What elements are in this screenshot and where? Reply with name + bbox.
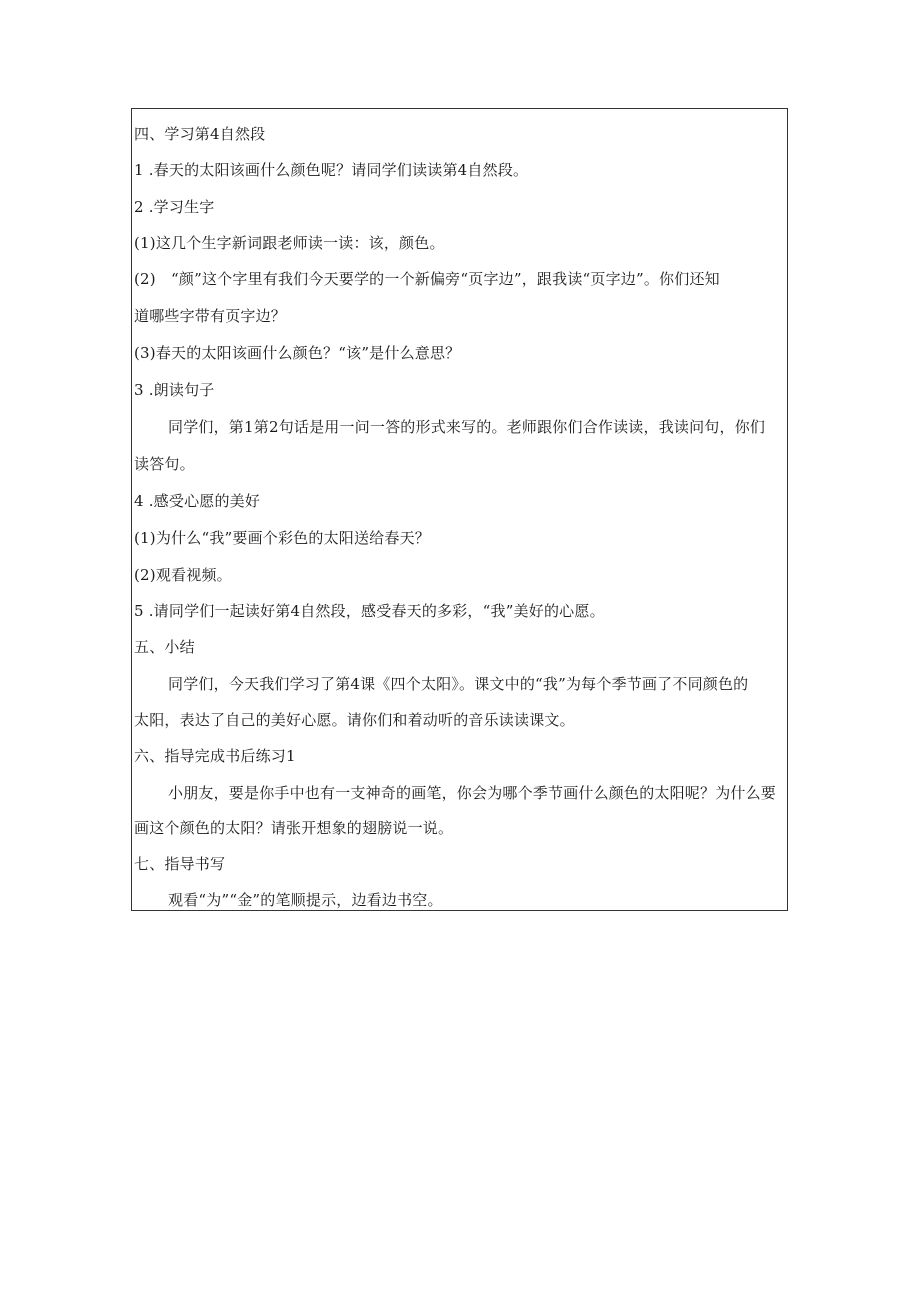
section-heading-6: 六、指导完成书后练习1	[134, 747, 296, 765]
section-heading-5: 五、小结	[134, 638, 195, 656]
section-heading-4: 四、学习第4自然段	[134, 125, 266, 143]
paragraph-line: 3 .朗读句子	[134, 381, 215, 399]
paragraph-line: (1)这几个生字新词跟老师读一读：该，颜色。	[134, 234, 445, 252]
section-heading-7: 七、指导书写	[134, 855, 226, 873]
paragraph-line: 画这个颜色的太阳？请张开想象的翅膀说一说。	[134, 819, 454, 837]
paragraph-line: 同学们，第1第2句话是用一问一答的形式来写的。老师跟你们合作读读，我读问句，你们	[168, 418, 766, 436]
paragraph-line: 2 .学习生字	[134, 198, 215, 216]
paragraph-line: (1)为什么“我”要画个彩色的太阳送给春天？	[134, 529, 430, 547]
paragraph-line: 道哪些字带有页字边？	[134, 307, 287, 325]
paragraph-line: 同学们，今天我们学习了第4课《四个太阳》。课文中的“我”为每个季节画了不同颜色的	[168, 675, 749, 693]
paragraph-line: 观看“为”“金”的笔顺提示，边看边书空。	[168, 891, 443, 909]
paragraph-line: 1 .春天的太阳该画什么颜色呢？请同学们读读第4自然段。	[134, 161, 529, 179]
paragraph-line: 太阳，表达了自己的美好心愿。请你们和着动听的音乐读读课文。	[134, 711, 575, 729]
paragraph-line: 读答句。	[134, 455, 195, 473]
paragraph-line: 5 .请同学们一起读好第4自然段，感受春天的多彩，“我”美好的心愿。	[134, 602, 605, 620]
paragraph-line: (3)春天的太阳该画什么颜色？“该”是什么意思？	[134, 344, 461, 362]
paragraph-line: (2) “颜”这个字里有我们今天要学的一个新偏旁“页字边”，跟我读“页字边”。你们还知	[134, 270, 720, 288]
paragraph-line: (2)观看视频。	[134, 566, 232, 584]
paragraph-line: 小朋友，要是你手中也有一支神奇的画笔，你会为哪个季节画什么颜色的太阳呢？为什么要	[168, 784, 777, 802]
paragraph-line: 4 .感受心愿的美好	[134, 492, 261, 510]
